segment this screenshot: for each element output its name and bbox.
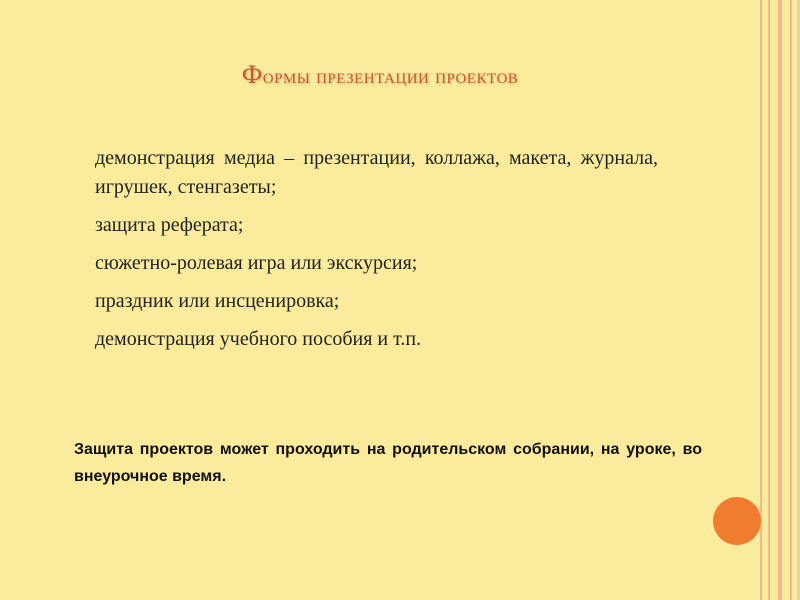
bullet-text: демонстрация медиа – презентации, коллажа, макета, журнала, игрушек, стенгазеты; xyxy=(95,147,658,198)
slide-title: Формы презентации проектов xyxy=(241,60,519,89)
bullet-item xyxy=(68,287,658,316)
decorative-stripe xyxy=(790,0,792,600)
decorative-stripe xyxy=(778,0,782,600)
decorative-stripe xyxy=(760,0,762,600)
bullet-text: сюжетно-ролевая игра или экскурсия; xyxy=(95,252,418,274)
bullet-text: демонстрация учебного пособия и т.п. xyxy=(95,328,422,350)
note-text: Защита проектов может проходить на родительском собрании, на уроке, во внеурочное время. xyxy=(74,441,702,485)
bullet-text: праздник или инсценировка; xyxy=(95,290,340,312)
bullet-text: защита реферата; xyxy=(95,214,244,236)
decorative-circle xyxy=(713,497,761,545)
bullet-item xyxy=(68,144,658,202)
bullet-list xyxy=(68,144,658,363)
bullet-item xyxy=(68,211,658,240)
decorative-stripe xyxy=(768,0,770,600)
bullet-item xyxy=(68,249,658,278)
bullet-item xyxy=(68,325,658,354)
